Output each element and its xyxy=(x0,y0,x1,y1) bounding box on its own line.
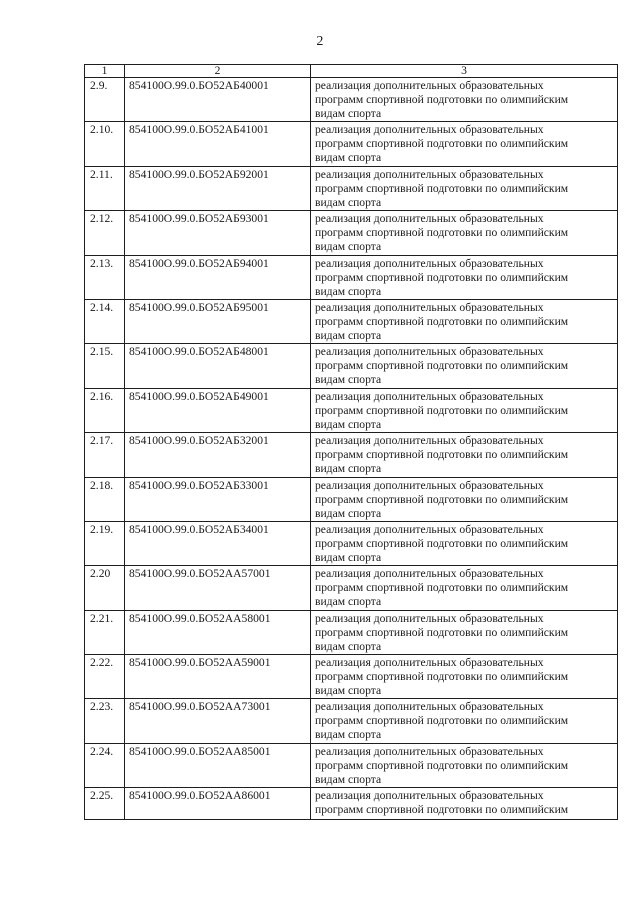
table-row xyxy=(85,743,618,787)
description-line: видам спорта xyxy=(315,417,382,431)
row-number: 2.14. xyxy=(85,299,125,343)
service-code: 854100О.99.0.БО52АБ34001 xyxy=(125,521,311,565)
description-line: реализация дополнительных образовательных xyxy=(315,123,544,137)
service-code: 854100О.99.0.БО52АБ95001 xyxy=(125,299,311,343)
service-description xyxy=(311,743,618,787)
row-number: 2.21. xyxy=(85,610,125,654)
description-line: программ спортивной подготовки по олимпийским xyxy=(315,758,569,772)
service-code: 854100О.99.0.БО52АБ40001 xyxy=(125,78,311,122)
row-number: 2.12. xyxy=(85,211,125,255)
table-row xyxy=(85,699,618,743)
description-line: программ спортивной подготовки по олимпийским xyxy=(315,492,569,506)
service-code: 854100О.99.0.БО52АА59001 xyxy=(125,655,311,699)
row-number: 2.18. xyxy=(85,477,125,521)
table-row xyxy=(85,566,618,610)
service-description xyxy=(311,255,618,299)
service-description xyxy=(311,521,618,565)
row-number: 2.11. xyxy=(85,166,125,210)
table-row xyxy=(85,388,618,432)
table-row xyxy=(85,521,618,565)
row-number: 2.24. xyxy=(85,743,125,787)
description-line: программ спортивной подготовки по олимпийским xyxy=(315,314,569,328)
description-line: программ спортивной подготовки по олимпийским xyxy=(315,581,569,595)
table-row xyxy=(85,610,618,654)
description-line: программ спортивной подготовки по олимпийским xyxy=(315,625,569,639)
description-line: программ спортивной подготовки по олимпийским xyxy=(315,536,569,550)
description-line: видам спорта xyxy=(315,373,382,387)
service-code: 854100О.99.0.БО52АБ41001 xyxy=(125,122,311,166)
table-row xyxy=(85,655,618,699)
row-number: 2.15. xyxy=(85,344,125,388)
table-row xyxy=(85,122,618,166)
service-description xyxy=(311,788,618,820)
table-row xyxy=(85,344,618,388)
service-description xyxy=(311,433,618,477)
table-row xyxy=(85,255,618,299)
description-line: видам спорта xyxy=(315,151,382,165)
description-line: видам спорта xyxy=(315,595,382,609)
row-number: 2.19. xyxy=(85,521,125,565)
description-line: реализация дополнительных образовательных xyxy=(315,567,544,581)
description-line: реализация дополнительных образовательных xyxy=(315,79,544,92)
description-line: реализация дополнительных образовательных xyxy=(315,611,544,625)
description-line: реализация дополнительных образовательных xyxy=(315,167,544,181)
service-code: 854100О.99.0.БО52АА86001 xyxy=(125,788,311,820)
description-line: программ спортивной подготовки по олимпийским xyxy=(315,181,569,195)
description-line: видам спорта xyxy=(315,684,382,698)
table-row xyxy=(85,78,618,122)
row-number: 2.10. xyxy=(85,122,125,166)
service-description xyxy=(311,78,618,122)
service-description xyxy=(311,388,618,432)
description-line: программ спортивной подготовки по олимпийским xyxy=(315,270,569,284)
description-line: программ спортивной подготовки по олимпийским xyxy=(315,803,569,817)
row-number: 2.9. xyxy=(85,78,125,122)
description-line: программ спортивной подготовки по олимпийским xyxy=(315,670,569,684)
column-header-1: 1 xyxy=(85,65,125,78)
service-code: 854100О.99.0.БО52АБ33001 xyxy=(125,477,311,521)
service-description xyxy=(311,166,618,210)
service-description xyxy=(311,477,618,521)
table-row xyxy=(85,477,618,521)
service-description xyxy=(311,566,618,610)
description-line: программ спортивной подготовки по олимпийским xyxy=(315,93,569,106)
page-number: 2 xyxy=(316,34,324,49)
service-code: 854100О.99.0.БО52АА73001 xyxy=(125,699,311,743)
description-line: реализация дополнительных образовательных xyxy=(315,700,544,714)
service-description xyxy=(311,344,618,388)
service-code: 854100О.99.0.БО52АБ94001 xyxy=(125,255,311,299)
row-number: 2.13. xyxy=(85,255,125,299)
service-code: 854100О.99.0.БО52АА58001 xyxy=(125,610,311,654)
description-line: реализация дополнительных образовательных xyxy=(315,256,544,270)
description-line: программ спортивной подготовки по олимпийским xyxy=(315,714,569,728)
table-row xyxy=(85,788,618,820)
description-line: реализация дополнительных образовательных xyxy=(315,478,544,492)
column-header-2: 2 xyxy=(125,65,311,78)
service-code: 854100О.99.0.БО52АА57001 xyxy=(125,566,311,610)
description-line: видам спорта xyxy=(315,506,382,520)
services-table xyxy=(84,64,618,820)
description-line: видам спорта xyxy=(315,107,382,120)
service-description xyxy=(311,699,618,743)
service-code: 854100О.99.0.БО52АБ92001 xyxy=(125,166,311,210)
description-line: видам спорта xyxy=(315,240,382,254)
row-number: 2.17. xyxy=(85,433,125,477)
table-row xyxy=(85,166,618,210)
description-line: программ спортивной подготовки по олимпийским xyxy=(315,359,569,373)
service-description xyxy=(311,655,618,699)
description-line: программ спортивной подготовки по олимпийским xyxy=(315,448,569,462)
row-number: 2.22. xyxy=(85,655,125,699)
description-line: реализация дополнительных образовательных xyxy=(315,656,544,670)
description-line: реализация дополнительных образовательных xyxy=(315,300,544,314)
description-line: видам спорта xyxy=(315,772,382,786)
service-description xyxy=(311,610,618,654)
description-line: видам спорта xyxy=(315,728,382,742)
service-description xyxy=(311,299,618,343)
description-line: видам спорта xyxy=(315,462,382,476)
description-line: программ спортивной подготовки по олимпийским xyxy=(315,403,569,417)
column-header-3: 3 xyxy=(311,65,618,78)
service-description xyxy=(311,122,618,166)
description-line: реализация дополнительных образовательных xyxy=(315,789,544,803)
description-line: реализация дополнительных образовательных xyxy=(315,345,544,359)
description-line: реализация дополнительных образовательных xyxy=(315,434,544,448)
service-code: 854100О.99.0.БО52АА85001 xyxy=(125,743,311,787)
description-line: реализация дополнительных образовательных xyxy=(315,212,544,226)
service-description xyxy=(311,211,618,255)
description-line: программ спортивной подготовки по олимпийским xyxy=(315,137,569,151)
header-row xyxy=(85,65,618,78)
table-body xyxy=(85,78,618,820)
description-line: видам спорта xyxy=(315,328,382,342)
service-code: 854100О.99.0.БО52АБ48001 xyxy=(125,344,311,388)
table-row xyxy=(85,299,618,343)
description-line: видам спорта xyxy=(315,195,382,209)
description-line: реализация дополнительных образовательных xyxy=(315,522,544,536)
table-row xyxy=(85,433,618,477)
service-code: 854100О.99.0.БО52АБ93001 xyxy=(125,211,311,255)
table-header xyxy=(85,65,618,78)
description-line: видам спорта xyxy=(315,284,382,298)
row-number: 2.23. xyxy=(85,699,125,743)
description-line: видам спорта xyxy=(315,550,382,564)
service-code: 854100О.99.0.БО52АБ49001 xyxy=(125,388,311,432)
service-code: 854100О.99.0.БО52АБ32001 xyxy=(125,433,311,477)
description-line: реализация дополнительных образовательных xyxy=(315,744,544,758)
row-number: 2.20 xyxy=(85,566,125,610)
description-line: реализация дополнительных образовательных xyxy=(315,389,544,403)
description-line: программ спортивной подготовки по олимпийским xyxy=(315,226,569,240)
table-row xyxy=(85,211,618,255)
description-line: видам спорта xyxy=(315,639,382,653)
row-number: 2.25. xyxy=(85,788,125,820)
row-number: 2.16. xyxy=(85,388,125,432)
